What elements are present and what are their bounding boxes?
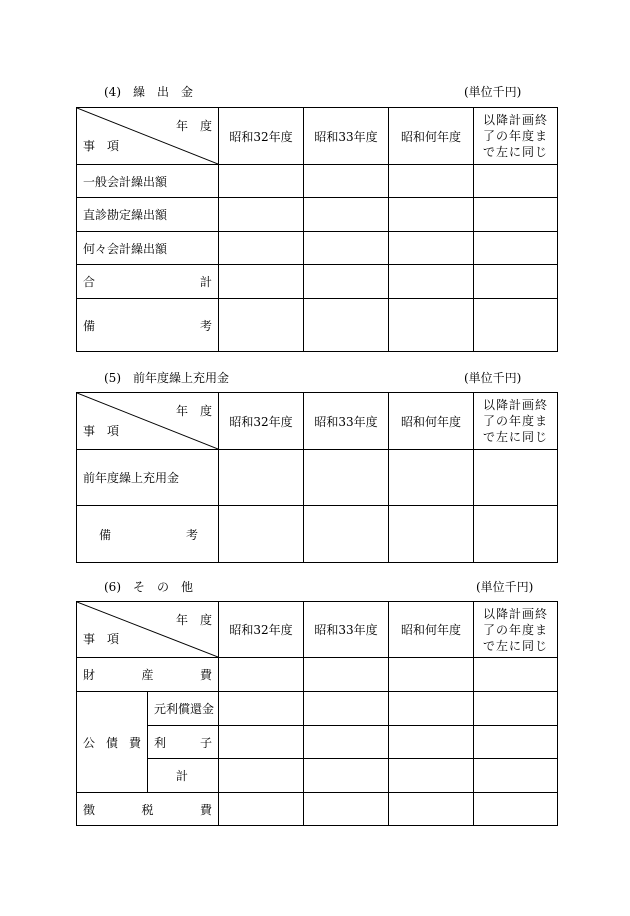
year-col-3: 昭和何年度 <box>389 602 474 658</box>
year-col-3: 昭和何年度 <box>389 393 474 450</box>
header-diagonal-cell <box>77 393 219 450</box>
bond-char: 費 <box>128 735 141 750</box>
year-col-2: 昭和33年度 <box>304 108 389 165</box>
item-label: 事 項 <box>83 139 120 153</box>
last-col-line: 了の年度ま <box>482 414 548 428</box>
remarks-char: 備 <box>83 318 96 333</box>
bond-label <box>77 692 148 793</box>
item-label: 事 項 <box>83 632 120 646</box>
property-char: 産 <box>141 668 154 682</box>
principal-label: 元利償還金 <box>148 692 219 726</box>
remarks-char: 備 <box>99 527 112 542</box>
year-col-1: 昭和32年度 <box>219 393 304 450</box>
interest-label <box>148 726 219 759</box>
year-col-last <box>474 602 558 658</box>
year-col-3: 昭和何年度 <box>389 108 474 165</box>
interest-char: 子 <box>199 735 212 750</box>
year-label: 年 度 <box>175 119 212 133</box>
row-label: 一般会計繰出額 <box>77 165 219 198</box>
property-char: 費 <box>199 668 212 682</box>
section5-table <box>76 392 558 563</box>
property-char: 財 <box>83 668 96 682</box>
bond-char: 債 <box>105 735 118 750</box>
section6-title: (6) そ の 他 <box>104 580 193 594</box>
last-col-line: 了の年度ま <box>482 129 548 143</box>
year-label: 年 度 <box>175 613 212 627</box>
bond-char: 公 <box>83 735 96 750</box>
row-label: 直診勘定繰出額 <box>77 198 219 232</box>
remarks-label <box>77 299 219 352</box>
last-col-line: 以降計画終 <box>482 398 548 412</box>
last-col-line: 了の年度ま <box>482 622 548 637</box>
tax-char: 徴 <box>83 802 96 817</box>
item-label: 事 項 <box>83 424 120 438</box>
property-label <box>77 658 219 692</box>
remarks-char: 考 <box>185 527 198 542</box>
section5-unit: (単位千円) <box>464 371 522 385</box>
section6-table <box>76 601 558 826</box>
section4-title: (4) 繰 出 金 <box>104 85 193 99</box>
remarks-label <box>77 506 219 563</box>
tax-char: 税 <box>141 802 154 817</box>
section5-title: (5) 前年度繰上充用金 <box>104 371 229 385</box>
year-col-2: 昭和33年度 <box>304 602 389 658</box>
total-label <box>77 265 219 299</box>
header-diagonal-cell <box>77 602 219 658</box>
last-col-line: で左に同じ <box>482 638 548 653</box>
year-col-last <box>474 393 558 450</box>
row-label: 前年度繰上充用金 <box>77 450 219 506</box>
year-col-last <box>474 108 558 165</box>
tax-label <box>77 793 219 826</box>
subtotal-label: 計 <box>148 759 219 793</box>
year-label: 年 度 <box>175 404 212 418</box>
last-col-line: で左に同じ <box>482 430 548 444</box>
last-col-line: 以降計画終 <box>482 113 548 127</box>
interest-char: 利 <box>154 735 167 750</box>
row-label: 何々会計繰出額 <box>77 232 219 265</box>
year-col-1: 昭和32年度 <box>219 108 304 165</box>
year-col-1: 昭和32年度 <box>219 602 304 658</box>
section4-unit: (単位千円) <box>464 85 522 99</box>
last-col-line: 以降計画終 <box>482 606 548 621</box>
last-col-line: で左に同じ <box>482 145 548 159</box>
section6-unit: (単位千円) <box>476 580 534 594</box>
total-char: 合 <box>83 275 96 289</box>
header-diagonal-cell <box>77 108 219 165</box>
remarks-char: 考 <box>199 318 212 333</box>
tax-char: 費 <box>199 802 212 817</box>
year-col-2: 昭和33年度 <box>304 393 389 450</box>
section4-table <box>76 107 558 352</box>
total-char: 計 <box>199 275 212 289</box>
